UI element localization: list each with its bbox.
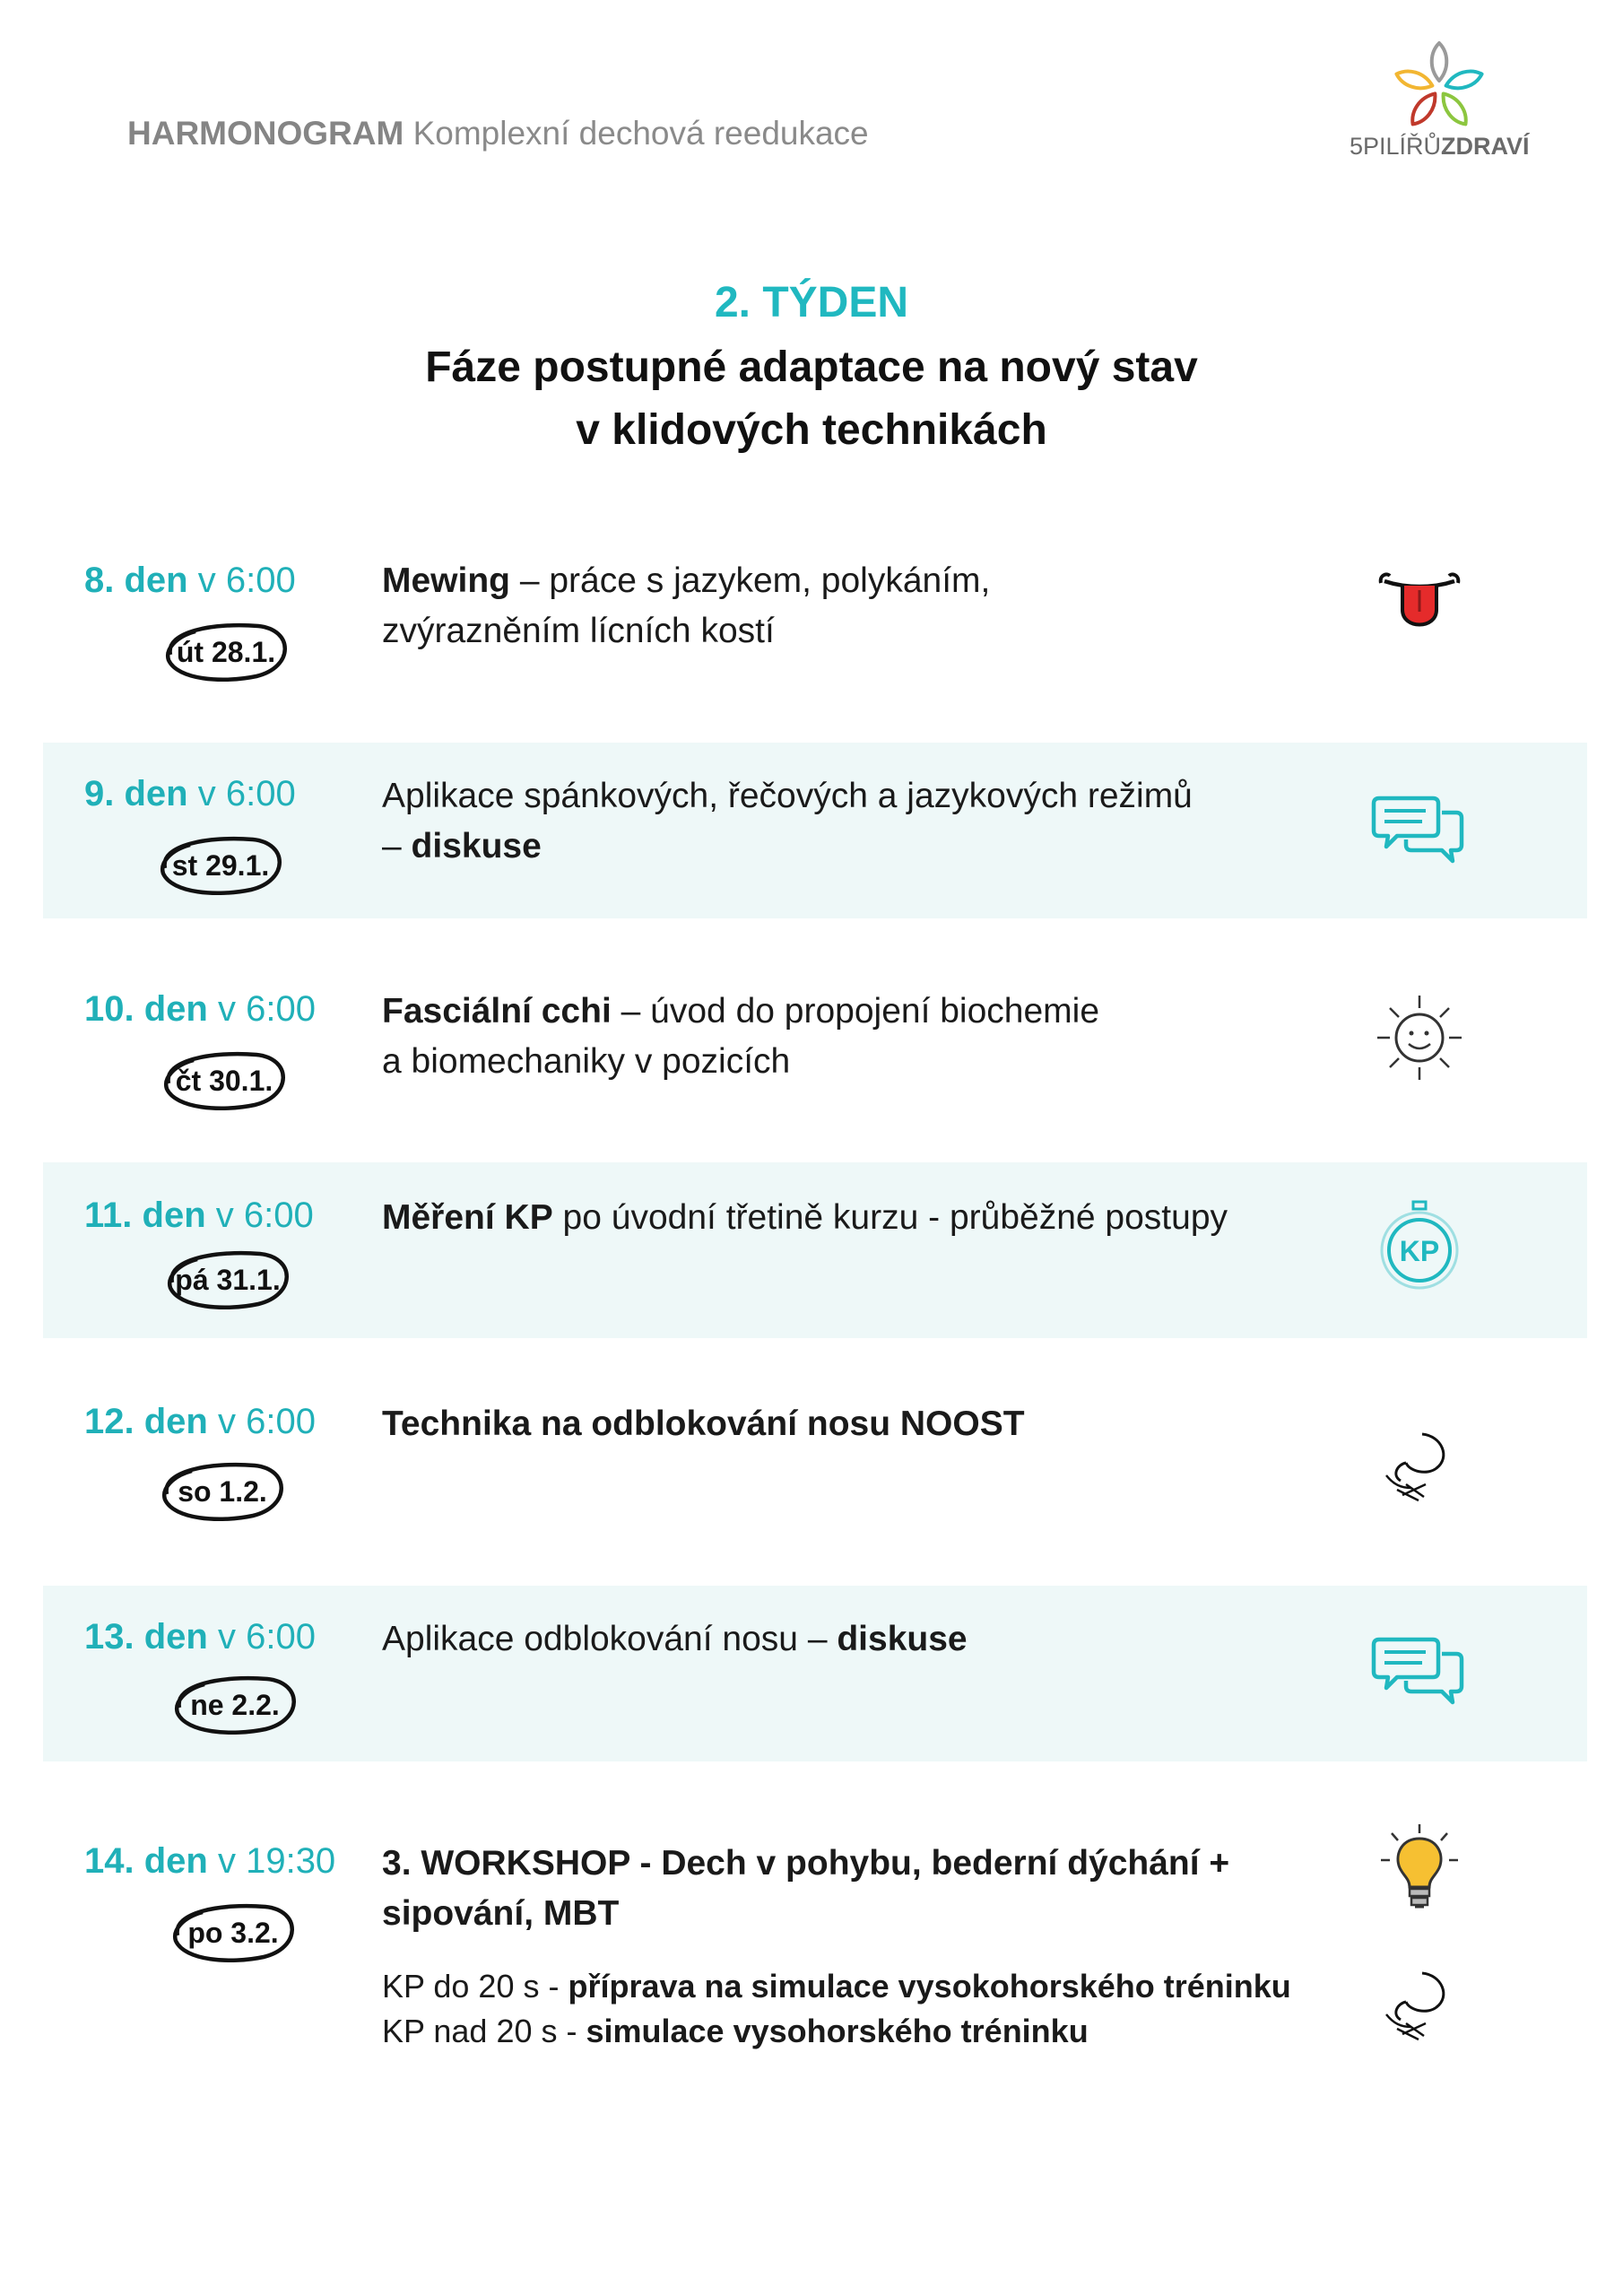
- day-time: v 6:00: [217, 1402, 316, 1441]
- description-text: Aplikace spánkových, řečových a jazykových režimů: [382, 777, 1193, 815]
- description-line2: zvýrazněním lícních kostí: [382, 612, 775, 650]
- description-text: po úvodní třetině kurzu - průběžné postupy: [552, 1198, 1228, 1237]
- chat-bubbles-icon: [1370, 786, 1469, 884]
- day-description: [382, 1399, 1386, 1449]
- date-badge: [161, 1248, 294, 1311]
- description-text: – úvod do propojení biochemie: [611, 992, 1100, 1031]
- date-text: po 3.2.: [187, 1917, 279, 1949]
- day-description: [382, 1193, 1386, 1243]
- day-label: [84, 774, 296, 814]
- description-prefix: –: [382, 827, 412, 865]
- description-bold: Technika na odblokování nosu NOOST: [382, 1405, 1025, 1443]
- lightbulb-icon: [1370, 1821, 1469, 1919]
- description-bold: diskuse: [411, 827, 542, 865]
- day-number: 14. den: [84, 1841, 208, 1881]
- logo-text-prefix: 5PILÍŘŮ: [1350, 133, 1442, 160]
- header-title-rest: Komplexní dechová reedukace: [412, 115, 869, 152]
- date-badge: [158, 1049, 291, 1112]
- week-title: [0, 336, 1623, 462]
- day-number: 13. den: [84, 1617, 208, 1657]
- subnote-bold: příprava na simulace vysokohorského tréninku: [568, 1968, 1291, 2005]
- day-number: 11. den: [84, 1196, 206, 1235]
- day-number: 9. den: [84, 774, 188, 813]
- week-title-line1: Fáze postupné adaptace na nový stav: [425, 344, 1198, 391]
- logo-text: [1350, 133, 1529, 161]
- day-description: [382, 1839, 1386, 1939]
- day-time: v 6:00: [217, 989, 316, 1029]
- chat-bubbles-icon: [1370, 1627, 1469, 1726]
- description-text: Aplikace odblokování nosu –: [382, 1620, 838, 1658]
- description-bold: diskuse: [837, 1620, 968, 1658]
- week-label: 2. TÝDEN: [714, 279, 909, 326]
- description-bold-line2: sipování, MBT: [382, 1894, 620, 1933]
- day-description: [382, 771, 1386, 872]
- date-badge: [167, 1901, 299, 1964]
- day-time: v 19:30: [217, 1841, 336, 1881]
- date-text: út 28.1.: [176, 636, 276, 668]
- nose-icon: [1370, 1422, 1469, 1520]
- smiling-sun-icon: [1370, 988, 1469, 1087]
- logo: [1350, 36, 1529, 170]
- stopwatch-label: KP: [1399, 1235, 1440, 1267]
- description-bold: 3. WORKSHOP - Dech v pohybu, bederní dýchání +: [382, 1844, 1230, 1883]
- description-bold: Měření KP: [382, 1198, 553, 1237]
- day-time: v 6:00: [197, 774, 296, 813]
- subnote-kp-under-20: [382, 1964, 1413, 2009]
- logo-text-suffix: ZDRAVÍ: [1441, 133, 1530, 160]
- day-number: 12. den: [84, 1402, 208, 1441]
- five-leaf-star-icon: [1350, 36, 1529, 135]
- day-label: [84, 1841, 335, 1882]
- day-number: 10. den: [84, 989, 208, 1029]
- subnote-bold: simulace vysohorského tréninku: [586, 2013, 1089, 2049]
- description-bold: Mewing: [382, 561, 510, 600]
- subnote-prefix: KP do 20 s -: [382, 1968, 568, 2005]
- day-label: [84, 1617, 316, 1657]
- day-description: [382, 556, 1386, 657]
- description-bold: Fasciální cchi: [382, 992, 612, 1031]
- description-line2: a biomechaniky v pozicích: [382, 1042, 791, 1081]
- subnote-kp-over-20: [382, 2009, 1413, 2054]
- header-title-bold: HARMONOGRAM: [127, 115, 404, 152]
- date-badge: [160, 621, 292, 683]
- day-time: v 6:00: [217, 1617, 316, 1657]
- date-badge: [156, 1460, 289, 1523]
- date-text: pá 31.1.: [175, 1264, 281, 1296]
- date-text: so 1.2.: [178, 1475, 267, 1508]
- day-label: [84, 989, 316, 1030]
- day-time: v 6:00: [215, 1196, 314, 1235]
- day-number: 8. den: [84, 561, 188, 600]
- tongue-out-icon: [1370, 556, 1469, 655]
- stopwatch-kp-icon: [1370, 1198, 1469, 1297]
- document-header: [127, 115, 869, 152]
- nose-icon: [1370, 1961, 1469, 2059]
- subnote-prefix: KP nad 20 s -: [382, 2013, 586, 2049]
- date-badge: [154, 834, 287, 897]
- day-description: [382, 987, 1386, 1087]
- week-title-line2: v klidových technikách: [576, 406, 1047, 454]
- description-text: – práce s jazykem, polykáním,: [510, 561, 991, 600]
- day-description: [382, 1614, 1386, 1665]
- date-text: čt 30.1.: [175, 1065, 273, 1097]
- day-label: [84, 1402, 316, 1442]
- workshop-subnotes: [382, 1964, 1413, 2054]
- day-time: v 6:00: [197, 561, 296, 600]
- day-label: [84, 1196, 314, 1236]
- date-text: st 29.1.: [171, 849, 270, 882]
- date-text: ne 2.2.: [190, 1689, 280, 1721]
- date-badge: [169, 1674, 301, 1736]
- day-label: [84, 561, 296, 601]
